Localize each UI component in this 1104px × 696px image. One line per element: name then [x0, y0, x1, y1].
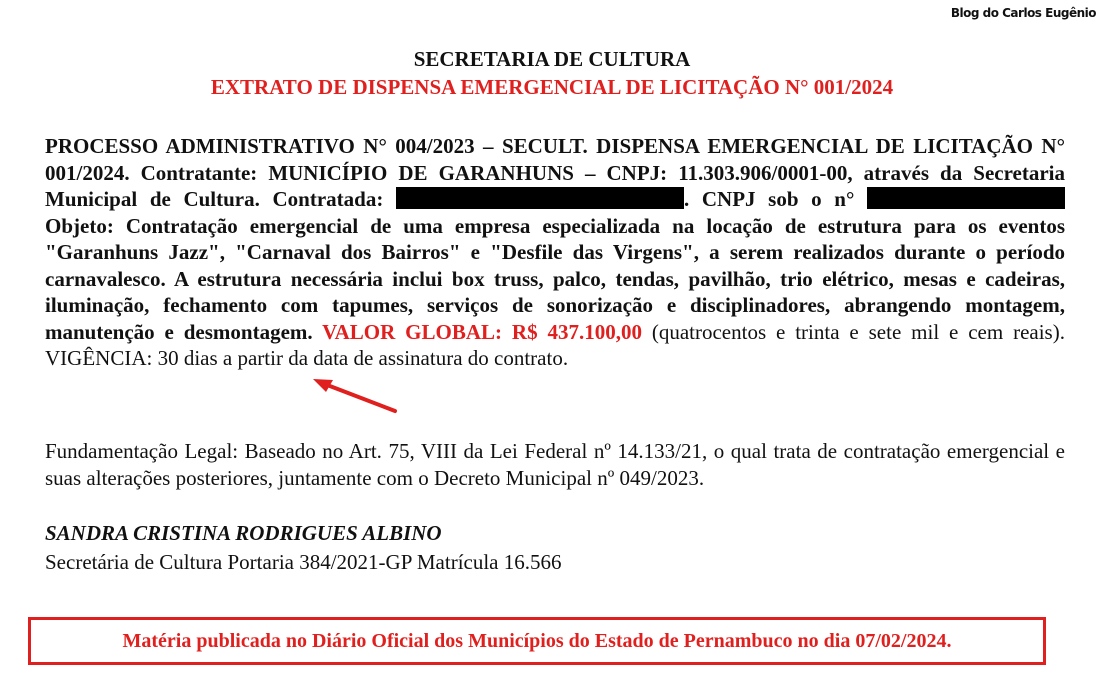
publication-notice [28, 617, 1046, 665]
publication-notice-text: Matéria publicada no Diário Oficial dos Municípios do Estado de Pernambuco no dia 07/02/2024. [122, 629, 952, 652]
object-text: Objeto: Contratação emergencial de uma empresa especializada na locação de estrutura para os eventos "Garanhuns Jazz", "Carnaval dos Bairros" e "Desfile das Virgens", a serem realizados durante o período carnavalesco. A estrutura necessária inclui box truss, palco, tendas, pavilhão, trio elétrico, mesas e cadeiras, iluminação, fechamento com tapumes, serviços de sonorização e disciplinadores, abrangendo montagem, manutenção e desmontagem. [45, 213, 1065, 344]
legal-basis-paragraph: Fundamentação Legal: Baseado no Art. 75, VIII da Lei Federal nº 14.133/21, o qual trata de contratação emergencial e suas alterações posteriores, juntamente com o Decreto Municipal nº 049/2023. [45, 439, 1065, 490]
cnpj-text: . CNPJ sob o n° [683, 187, 855, 211]
global-value: VALOR GLOBAL: R$ 437.100,00 [322, 319, 642, 344]
page-subtitle: EXTRATO DE DISPENSA EMERGENCIAL DE LICITAÇÃO N° 001/2024 [210, 75, 894, 99]
value-in-words: (quatrocentos e trinta e sete mil e cem reais). VIGÊNCIA: 30 dias a partir da data de assinatura do contrato. [45, 319, 1065, 370]
signatory-name: SANDRA CRISTINA RODRIGUES ALBINO [45, 521, 442, 545]
redacted-cnpj [867, 187, 1065, 209]
signatory-role: Secretária de Cultura Portaria 384/2021-GP Matrícula 16.566 [45, 550, 562, 574]
blog-watermark: Blog do Carlos Eugênio [950, 6, 1096, 20]
redacted-contractor-name [396, 187, 684, 209]
process-text: PROCESSO ADMINISTRATIVO N° 004/2023 – SECULT. DISPENSA EMERGENCIAL DE LICITAÇÃO N° 001/2024. Contratante: MUNICÍPIO DE GARANHUNS – CNPJ: 11.303.906/0001-00, através da Secretaria Municipal de Cultura. Contratada: [45, 134, 1065, 211]
extract-paragraph [45, 133, 1065, 372]
page-title: SECRETARIA DE CULTURA [413, 47, 691, 71]
